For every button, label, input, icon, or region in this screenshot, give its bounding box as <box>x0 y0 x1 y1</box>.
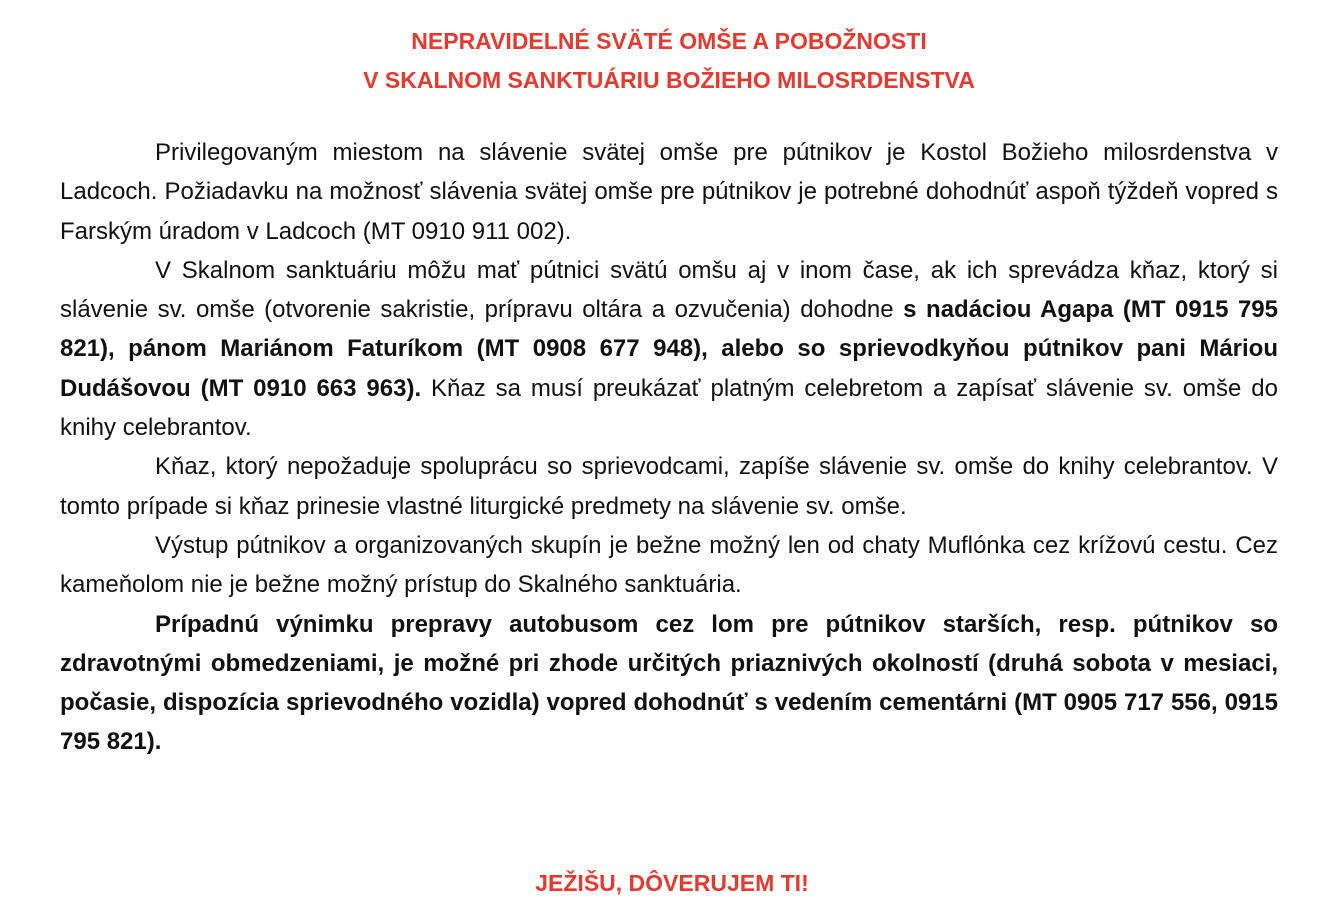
paragraph-pilgrim-ascent: Výstup pútnikov a organizovaných skupín je bežne možný len od chaty Muflónka cez krížovú cestu. Cez kameňolom nie je bežne možný prístup do Skalného sanktuária. <box>60 531 1278 599</box>
page-title-line-2: V SKALNOM SANKTUÁRIU BOŽIEHO MILOSRDENSTVA <box>363 67 975 93</box>
paragraph-skalne-sanktuarium <box>60 251 1278 447</box>
contacts-bold-text: s nadáciou Agapa (MT 0915 795 821), pánom Mariánom Faturíkom (MT 0908 677 948), alebo so sprievodkyňou pútnikov pani Máriou Dudášovou (MT 0910 663 963). <box>60 296 1279 402</box>
page-title-line-1: NEPRAVIDELNÉ SVÄTÉ OMŠE A POBOŽNOSTI <box>411 28 927 54</box>
paragraph-text: V Skalnom sanktuáriu môžu mať pútnici svätú omšu aj v inom čase, ak ich sprevádza kňaz, ktorý si slávenie sv. omše (otvorenie sakristie, prípravu oltára a ozvučenia) dohodne <box>60 256 1278 324</box>
paragraph-priest-without-guides: Kňaz, ktorý nepožaduje spoluprácu so sprievodcami, zapíše slávenie sv. omše do knihy celebrantov. V tomto prípade si kňaz prinesie vlastné liturgické predmety na slávenie sv. omše. <box>60 453 1278 520</box>
paragraph-privileged-place: Privilegovaným miestom na slávenie svätej omše pre pútnikov je Kostol Božieho milosrdenstva v Ladcoch. Požiadavku na možnosť slávenia svätej omše pre pútnikov je potrebné dohodnúť aspoň týždeň vopred s Farským úradom v Ladcoch (MT 0910 911 002). <box>60 139 1278 245</box>
paragraph-bus-exception: Prípadnú výnimku prepravy autobusom cez lom pre pútnikov starších, resp. pútnikov so zdravotnými obmedzeniami, je možné pri zhode určitých priaznivých okolností (druhá sobota v mesiaci, počasie, dispozícia sprievodného vozidla) vopred dohodnúť s vedením cementárni (MT 0905 717 556, 0915 795 821). <box>60 610 1278 756</box>
closing-prayer: JEŽIŠU, DÔVERUJEM TI! <box>535 870 809 896</box>
document-body <box>60 133 1278 762</box>
paragraph-text: Kňaz sa musí preukázať platným celebretom a zapísať slávenie sv. omše do knihy celebrantov. <box>60 374 1278 442</box>
